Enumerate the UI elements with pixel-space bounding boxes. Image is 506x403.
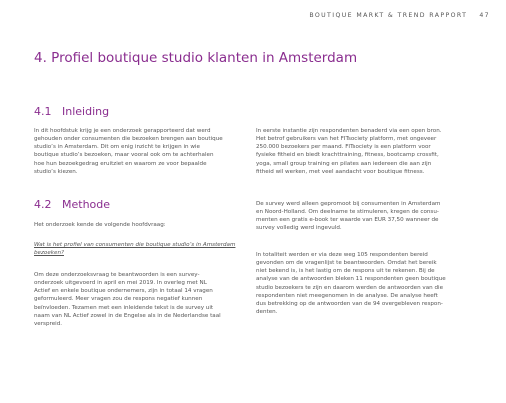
chapter-title: 4. Profiel boutique studio klanten in Amsterdam	[34, 50, 358, 66]
text-line: 250.000 bezoekers per maand. FITsociety is een platform voor	[256, 144, 431, 151]
text-line: boutique studio’s bezoeken, maar vooral ook om te achterhalen	[34, 152, 214, 159]
section-number: 4.2	[34, 198, 52, 211]
text-line: studio’s kiezen.	[34, 168, 78, 175]
text-line: gehouden onder consumenten die bezoeken brengen aan boutique	[34, 136, 223, 143]
text-line: studio’s in Amsterdam. Dit om enig inzicht te krijgen in wie	[34, 144, 200, 151]
text-line: In dit hoofdstuk krijg je een onderzoek gerapporteerd dat werd	[34, 128, 211, 134]
text-line: Actief en enkele boutique ondernemers, zijn in totaal 14 vragen	[34, 288, 213, 295]
section-title: Inleiding	[62, 105, 110, 118]
text-line: niet bekend is, is het lastig om de respons uit te rekenen. Bij de	[256, 268, 435, 275]
text-line: onderzoek uitgevoerd in april en mei 2019. In overleg met NL	[34, 280, 207, 287]
running-header	[309, 12, 490, 19]
text-line: beïnvloeden. Tezamen met een inleidende tekst is de survey uit	[34, 304, 214, 311]
right-paragraph-3	[256, 251, 472, 316]
text-line: Om deze onderzoeksvraag te beantwoorden is een survey-	[34, 272, 200, 278]
text-line: hoe hun bezoekgedrag eruitziet en waarom ze voor bepaalde	[34, 160, 207, 167]
section-heading-inleiding	[34, 105, 109, 118]
section-number: 4.1	[34, 105, 52, 118]
text-line: dus betrekking op de antwoorden van de 94 overgebleven respon-	[256, 300, 443, 307]
text-line: studio bezoekers te zijn en daarom werden de antwoorden van die	[256, 284, 444, 291]
text-line: fitheid wil werken, met veel aandacht voor boutique fitness.	[256, 168, 425, 175]
running-title: BOUTIQUE MARKT & TREND RAPPORT	[309, 12, 468, 19]
inleiding-paragraph	[34, 127, 250, 176]
text-line: In totaliteit werden er via deze weg 105 respondenten bereid	[256, 252, 428, 258]
text-line: In eerste instantie zijn respondenten benaderd via een open bron.	[256, 128, 442, 134]
text-line: fysieke fitheid en biedt krachttraining, fitness, bootcamp crossfit,	[256, 152, 439, 159]
page-number: 47	[479, 12, 490, 19]
methode-intro	[34, 221, 250, 229]
research-question	[34, 241, 250, 257]
text-line: menten een gratis e-book ter waarde van EUR 37,50 wanneer de	[256, 217, 439, 224]
text-line: gevonden om de vragenlijst te beantwoorden. Omdat het bereik	[256, 260, 437, 267]
text-line: naam van NL Actief zowel in de Engelse als in de Nederlandse taal	[34, 312, 221, 319]
section-title: Methode	[62, 198, 111, 211]
text-line: respondenten niet meegenomen in de analyse. De analyse heeft	[256, 292, 438, 299]
text-line: survey volledig werd ingevuld.	[256, 225, 342, 232]
text-line: bezoeken?	[34, 250, 64, 257]
text-line: Het betrof gebruikers van het FITsociety platform, met ongeveer	[256, 136, 437, 143]
right-paragraph-1	[256, 127, 472, 176]
right-paragraph-2	[256, 200, 472, 233]
methode-paragraph	[34, 271, 250, 328]
text-line: Wat is het profiel van consumenten die boutique studio’s in Amsterdam	[34, 242, 236, 248]
text-line: denten.	[256, 309, 278, 316]
text-line: De survey werd alleen gepromoot bij consumenten in Amsterdam	[256, 201, 441, 207]
text-line: en Noord-Holland. Om deelname te stimuleren, kregen de consu-	[256, 209, 439, 216]
section-heading-methode	[34, 198, 110, 211]
text-line: yoga, small group training en pilates aan iedereen die aan zijn	[256, 160, 432, 167]
text-line: Het onderzoek kende de volgende hoofdvraag:	[34, 222, 166, 228]
text-line: verspreid.	[34, 320, 63, 327]
text-line: analyse van de antwoorden bleken 11 respondenten geen boutique	[256, 276, 446, 283]
text-line: geformuleerd. Meer vragen zou de respons negatief kunnen	[34, 296, 203, 303]
